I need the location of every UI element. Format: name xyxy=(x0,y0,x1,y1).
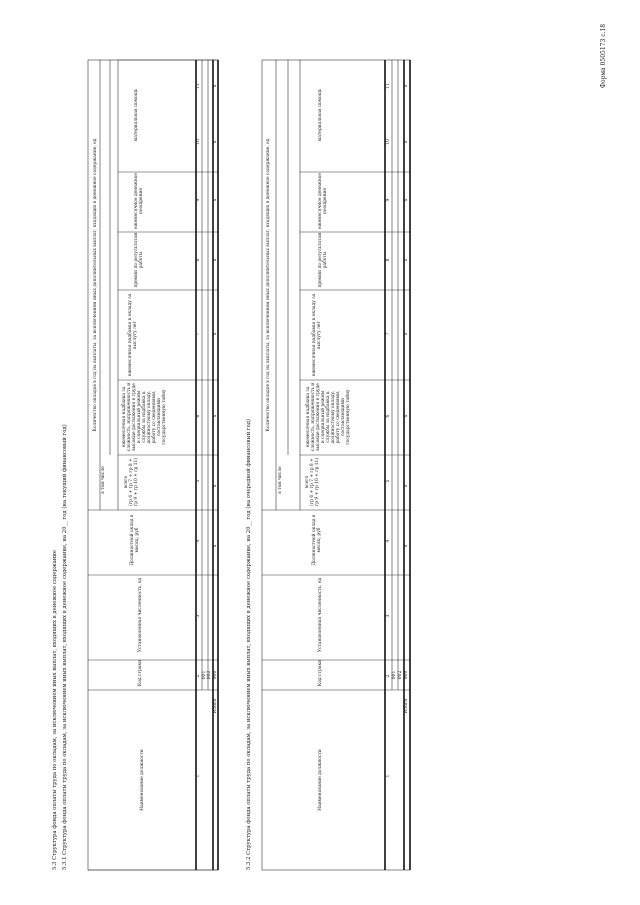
col-num-2: 2 xyxy=(386,674,391,678)
x-mark: x xyxy=(213,84,218,88)
header-position: Наименование должности xyxy=(318,749,323,811)
row-code-900: 900 xyxy=(404,670,409,680)
col-num-3: 3 xyxy=(196,614,201,618)
table-2-title: 5.3.2 Структура фонда оплаты труда по окладам, за исключением иных выплат, входящих в денежное содержание, на 20__ год (на очередной финансовый год) xyxy=(246,418,252,870)
col-num-11: 11 xyxy=(386,83,391,89)
header-salary: Должностной оклад в месяц, руб xyxy=(130,514,140,566)
row-code-002: 002 xyxy=(398,670,403,680)
header-col-6: ежемесячная надбавка за сложность, напряженность и высокие достижения в труде и специальный режим службы за надбавка к должностному окладу, работу со сведениями, составляющими государственную тайну xyxy=(306,382,351,452)
x-mark: x xyxy=(404,84,409,88)
header-line-code: Код строки xyxy=(318,659,323,687)
total-label: Итого xyxy=(404,698,409,714)
header-col-7: ежемесячная надбавка к окладу за выслугу лет xyxy=(128,293,138,377)
x-mark: x xyxy=(404,414,409,418)
header-of-which: в том числе xyxy=(101,466,106,494)
row-code-002: 002 xyxy=(207,670,212,680)
x-mark: x xyxy=(404,140,409,144)
x-mark: x xyxy=(404,258,409,262)
header-col-8: премии по результатам работы xyxy=(318,232,328,288)
header-col-8: премии по результатам работы xyxy=(134,232,144,288)
col-num-1: 1 xyxy=(386,774,391,778)
header-staff-count: Установленная численность, ед xyxy=(138,577,143,653)
row-code-900: 900 xyxy=(213,670,218,680)
x-mark: x xyxy=(213,544,218,548)
col-num-4: 4 xyxy=(196,539,201,543)
header-salary: Должностной оклад в месяц, руб xyxy=(312,514,322,566)
section-title: 5.3 Структура фонда оплаты труда по окладам, за исключением иных выплат, входящих в денежное содержание xyxy=(52,550,58,870)
row-code-001: 001 xyxy=(392,670,397,680)
col-num-1: 1 xyxy=(196,774,201,778)
header-col-9: ежемесячное денежное поощрение xyxy=(318,173,328,229)
header-col-6: ежемесячная надбавка за сложность, напряженность и высокие достижения в труде и специальный режим службы за надбавка к должностному окладу, работу со сведениями, составляющими государственную тайну xyxy=(122,382,167,452)
col-num-2: 2 xyxy=(196,674,201,678)
col-num-3: 3 xyxy=(386,614,391,618)
col-num-8: 8 xyxy=(196,258,201,262)
col-num-6: 6 xyxy=(386,414,391,418)
x-mark: x xyxy=(213,198,218,202)
col-num-11: 11 xyxy=(196,83,201,89)
header-in-total xyxy=(305,456,320,508)
header-col-9: ежемесячное денежное поощрение xyxy=(134,173,144,229)
header-col-10: материальная помощь xyxy=(318,88,323,142)
col-num-8: 8 xyxy=(386,258,391,262)
col-num-10: 10 xyxy=(386,139,391,145)
x-mark: x xyxy=(213,414,218,418)
header-group: Количество окладов в год на выплаты, за исключением иных дополнительных выплат, входящих в денежное содержание, ед xyxy=(266,138,271,432)
header-position: Наименование должности xyxy=(140,749,145,811)
header-col-10: материальная помощь xyxy=(134,88,139,142)
total-label: Итого xyxy=(213,698,218,714)
col-num-9: 9 xyxy=(386,198,391,202)
header-total-formula: (гр 6 + гр 7 + гр 8 + гр 9 + гр 10 + гр 11) xyxy=(310,457,320,507)
header-staff-count: Установленная численность, ед xyxy=(318,577,323,653)
col-num-4: 4 xyxy=(386,539,391,543)
x-mark: x xyxy=(404,544,409,548)
x-mark: x xyxy=(404,332,409,336)
col-num-7: 7 xyxy=(386,332,391,336)
col-num-5: 5 xyxy=(196,479,201,483)
row-code-001: 001 xyxy=(202,670,207,680)
x-mark: x xyxy=(213,140,218,144)
header-line-code: Код строки xyxy=(138,659,143,687)
col-num-6: 6 xyxy=(196,414,201,418)
x-mark: x xyxy=(213,484,218,488)
x-mark: x xyxy=(213,332,218,336)
x-mark: x xyxy=(404,198,409,202)
header-in-total-label: всего xyxy=(305,475,310,489)
form-code: Форма 0505173 с.18 xyxy=(600,23,607,88)
col-num-7: 7 xyxy=(196,332,201,336)
col-num-5: 5 xyxy=(386,479,391,483)
header-group: Количество окладов в год на выплаты, за исключением иных дополнительных выплат, входящих в денежное содержание, ед xyxy=(93,138,98,432)
x-mark: x xyxy=(213,258,218,262)
col-num-10: 10 xyxy=(196,139,201,145)
x-mark: x xyxy=(404,484,409,488)
header-of-which: в том числе xyxy=(278,466,283,494)
table-1-title: 5.3.1 Структура фонда оплаты труда по окладам, за исключением иных выплат, входящих в денежное содержание, на 20__ год (на текущий финансовый год) xyxy=(62,424,68,870)
header-col-7: ежемесячная надбавка к окладу за выслугу лет xyxy=(312,293,322,377)
header-in-total-label: всего xyxy=(124,475,129,489)
header-total-formula: (гр 6 + гр 7 + гр 8 + гр 9 + гр 10 + гр 11) xyxy=(129,457,139,507)
col-num-9: 9 xyxy=(196,198,201,202)
